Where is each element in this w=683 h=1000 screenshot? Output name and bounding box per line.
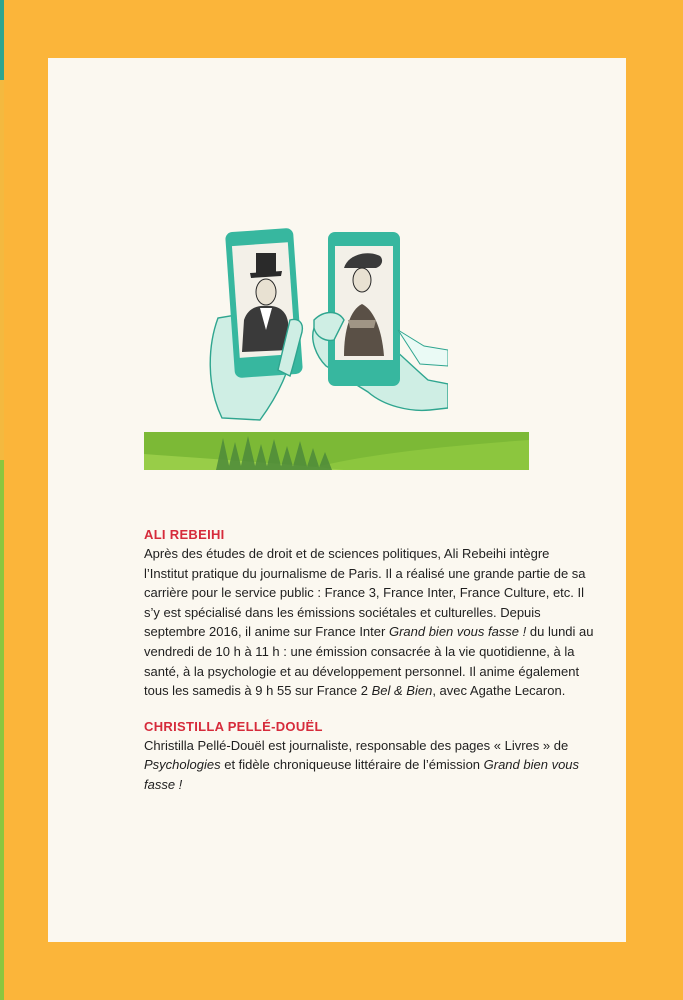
phones-illustration bbox=[198, 170, 448, 432]
programme-title: Bel & Bien bbox=[371, 683, 433, 699]
bio-text-segment: Christilla Pellé-Douël est journaliste, responsable des pages « Livres » de bbox=[144, 737, 569, 753]
left-edge-strip bbox=[0, 0, 4, 1000]
bio-text-segment: Après des études de droit et de sciences politiques, Ali Rebeihi intègre l’Institut pratique du journalisme de Paris. Il a réalisé une grande partie de sa carrière pour le service public : France 3, France Inter, France Culture, etc. Il s’y est spécialisé dans les émissions sociétales et culturelles. Depuis septembre 2016, il anime sur France Inter bbox=[144, 546, 586, 640]
right-phone-icon bbox=[313, 232, 448, 410]
bio-text-segment: , avec Agathe Lecaron. bbox=[432, 683, 566, 699]
bio-text-segment: et fidèle chroniqueuse littéraire de l’émission bbox=[220, 757, 484, 773]
author-bio bbox=[144, 736, 594, 795]
magazine-title: Psychologies bbox=[144, 757, 221, 773]
left-phone-icon bbox=[210, 228, 303, 420]
author-bio bbox=[144, 544, 594, 701]
author-name: CHRISTILLA PELLÉ-DOUËL bbox=[144, 718, 323, 734]
meadow-banner bbox=[144, 432, 529, 470]
author-name: ALI REBEIHI bbox=[144, 527, 225, 542]
back-cover-panel bbox=[48, 58, 626, 942]
programme-title: Grand bien vous fasse ! bbox=[388, 624, 527, 640]
author-bios bbox=[144, 525, 594, 795]
programme-title: Grand bien vous fasse ! bbox=[144, 757, 580, 792]
bio-text-segment: du lundi au vendredi de 10 h à 11 h : une émission consacrée à la vie quotidienne, à la santé, à la psychologie et au développement personnel. Il anime également tous les samedis à 9 h 55 sur France 2 bbox=[144, 624, 594, 699]
